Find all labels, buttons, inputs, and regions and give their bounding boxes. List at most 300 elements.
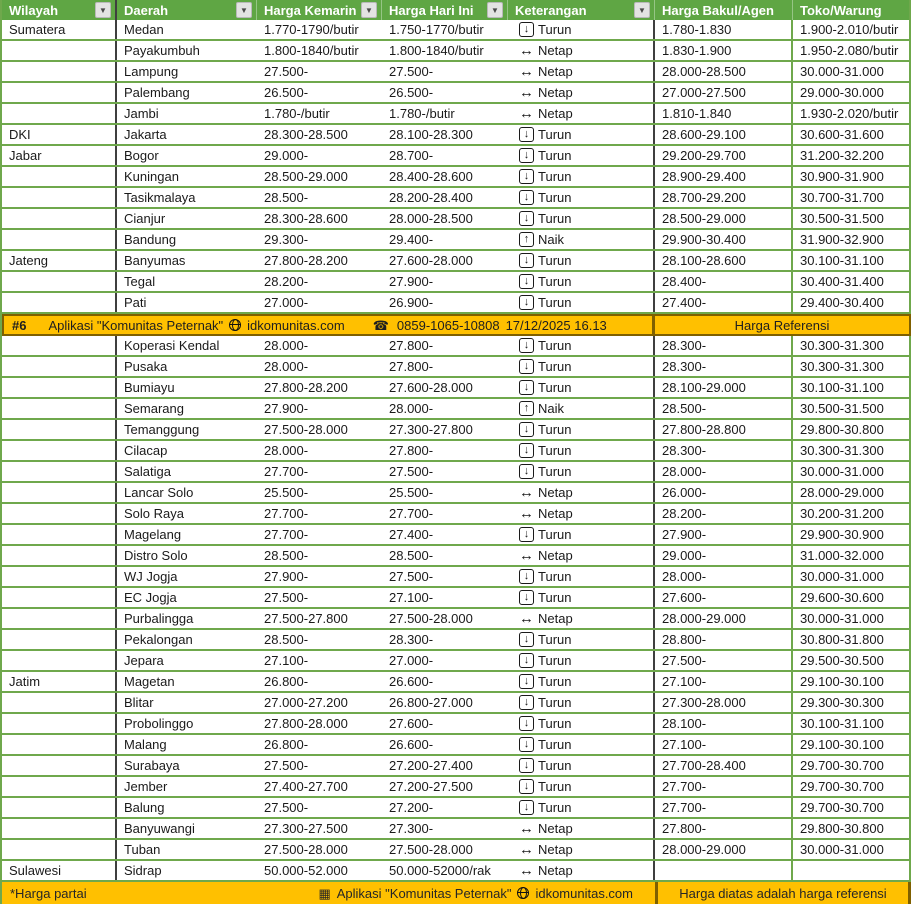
filter-dropdown-icon[interactable]: ▼ [634,2,650,18]
cell-wilayah[interactable] [2,735,117,754]
cell-keterangan[interactable] [508,188,655,207]
cell-harga-hari-ini[interactable]: 26.600- [389,674,434,689]
cell-keterangan[interactable] [508,546,655,565]
cell-harga-kemarin[interactable]: 27.300-27.500 [264,821,348,836]
cell-harga-bakul-agen[interactable]: 28.100-29.000 [655,378,793,397]
cell-toko-warung[interactable]: 31.000-32.000 [793,546,911,565]
cell-harga-hari-ini[interactable]: 27.800- [389,443,434,458]
cell-harga-kemarin[interactable]: 28.500- [264,548,309,563]
cell-wilayah[interactable] [2,167,117,186]
cell-harga-kemarin[interactable]: 27.500- [264,64,309,79]
cell-toko-warung[interactable]: 31.200-32.200 [793,146,911,165]
cell-harga-bakul-agen[interactable]: 28.000- [655,567,793,586]
cell-wilayah[interactable] [2,840,117,859]
cell-toko-warung[interactable] [793,861,911,880]
cell-harga-hari-ini[interactable]: 27.700- [389,506,434,521]
cell-daerah[interactable]: Jember [124,779,168,794]
cell-harga-hari-ini[interactable]: 25.500- [389,485,434,500]
cell-harga-kemarin[interactable]: 27.700- [264,506,309,521]
cell-daerah[interactable]: Surabaya [124,758,180,773]
table-row [2,125,911,146]
table-row [2,861,911,882]
cell-wilayah[interactable] [2,651,117,670]
cell-keterangan[interactable] [508,609,655,628]
cell-harga-kemarin[interactable]: 29.000- [264,148,309,163]
cell-harga-kemarin[interactable]: 27.500-28.000 [264,842,348,857]
cell-harga-kemarin[interactable]: 28.300-28.500 [264,127,348,142]
cell-wilayah[interactable] [2,777,117,796]
cell-toko-warung[interactable]: 30.700-31.700 [793,188,911,207]
cell-keterangan[interactable] [508,441,655,460]
cell-daerah[interactable]: Pekalongan [124,632,193,647]
cell-harga-hari-ini[interactable]: 27.300-27.800 [389,422,473,437]
cell-harga-bakul-agen[interactable]: 27.500- [655,651,793,670]
filter-dropdown-icon[interactable]: ▼ [236,2,252,18]
cell-keterangan[interactable] [508,20,655,39]
cell-harga-bakul-agen[interactable]: 27.400- [655,293,793,312]
cell-toko-warung[interactable]: 30.900-31.900 [793,167,911,186]
cell-harga-kemarin[interactable]: 27.500- [264,758,309,773]
cell-keterangan[interactable] [508,209,655,228]
cell-harga-kemarin[interactable]: 27.700- [264,464,309,479]
cell-harga-hari-ini[interactable]: 1.780-/butir [389,106,455,121]
cell-daerah[interactable]: Jambi [124,106,159,121]
cell-harga-kemarin[interactable]: 27.500-27.800 [264,611,348,626]
cell-wilayah[interactable]: Jatim [2,672,117,691]
cell-toko-warung[interactable]: 30.000-31.000 [793,62,911,81]
cell-daerah[interactable]: Banyuwangi [124,821,195,836]
cell-harga-bakul-agen[interactable]: 28.900-29.400 [655,167,793,186]
cell-daerah[interactable]: Cianjur [124,211,166,226]
cell-keterangan[interactable] [508,420,655,439]
cell-harga-kemarin[interactable]: 28.500- [264,632,309,647]
cell-toko-warung[interactable]: 30.300-31.300 [793,357,911,376]
cell-daerah[interactable]: Banyumas [124,253,186,268]
cell-harga-kemarin[interactable]: 27.000- [264,295,309,310]
cell-keterangan[interactable] [508,272,655,291]
cell-keterangan[interactable] [508,777,655,796]
cell-harga-kemarin[interactable]: 27.500- [264,800,309,815]
cell-wilayah[interactable] [2,83,117,102]
cell-keterangan[interactable] [508,62,655,81]
cell-daerah[interactable]: Jepara [124,653,164,668]
down-arrow-icon: ↓ [519,295,534,310]
cell-harga-kemarin[interactable]: 27.900- [264,401,309,416]
cell-harga-bakul-agen[interactable]: 1.830-1.900 [655,41,793,60]
cell-harga-bakul-agen[interactable]: 27.000-27.500 [655,83,793,102]
table-row [2,546,911,567]
cell-harga-hari-ini[interactable]: 27.200-27.500 [389,779,473,794]
cell-keterangan[interactable] [508,630,655,649]
cell-harga-bakul-agen[interactable]: 28.300- [655,357,793,376]
cell-harga-bakul-agen[interactable]: 28.700-29.200 [655,188,793,207]
cell-keterangan[interactable] [508,378,655,397]
cell-harga-kemarin[interactable]: 28.000- [264,338,309,353]
cell-harga-bakul-agen[interactable]: 27.700- [655,798,793,817]
cell-harga-hari-ini[interactable]: 27.000- [389,653,434,668]
flat-arrow-icon: ↔ [519,820,534,837]
cell-daerah[interactable]: Cilacap [124,443,168,458]
cell-daerah[interactable]: Purbalingga [124,611,194,626]
cell-harga-hari-ini[interactable]: 27.500-28.000 [389,842,473,857]
cell-toko-warung[interactable]: 1.950-2.080/butir [793,41,911,60]
cell-wilayah[interactable] [2,441,117,460]
cell-toko-warung[interactable]: 31.900-32.900 [793,230,911,249]
cell-toko-warung[interactable]: 1.930-2.020/butir [793,104,911,123]
cell-harga-bakul-agen[interactable]: 28.400- [655,272,793,291]
cell-toko-warung[interactable]: 29.700-30.700 [793,798,911,817]
cell-harga-bakul-agen[interactable]: 27.700- [655,777,793,796]
cell-harga-bakul-agen[interactable]: 28.100-28.600 [655,251,793,270]
cell-wilayah[interactable] [2,567,117,586]
cell-harga-bakul-agen[interactable] [655,861,793,880]
cell-harga-bakul-agen[interactable]: 28.000-29.000 [655,609,793,628]
cell-harga-kemarin[interactable]: 28.500-29.000 [264,169,348,184]
cell-daerah[interactable]: Probolinggo [124,716,194,731]
cell-harga-kemarin[interactable]: 27.800-28.200 [264,253,348,268]
cell-harga-bakul-agen[interactable]: 28.300- [655,441,793,460]
cell-harga-bakul-agen[interactable]: 28.000-29.000 [655,840,793,859]
cell-harga-hari-ini[interactable]: 27.800- [389,359,434,374]
up-arrow-icon: ↑ [519,401,534,416]
cell-keterangan[interactable] [508,714,655,733]
cell-keterangan[interactable] [508,693,655,712]
cell-keterangan[interactable] [508,756,655,775]
cell-toko-warung[interactable]: 1.900-2.010/butir [793,20,911,39]
cell-harga-kemarin[interactable]: 27.000-27.200 [264,695,348,710]
cell-harga-kemarin[interactable]: 28.000- [264,359,309,374]
cell-harga-kemarin[interactable]: 28.200- [264,274,309,289]
cell-harga-kemarin[interactable]: 1.780-/butir [264,106,330,121]
cell-wilayah[interactable]: Sumatera [2,20,117,39]
cell-harga-hari-ini[interactable]: 28.200-28.400 [389,190,473,205]
cell-harga-bakul-agen[interactable]: 27.800- [655,819,793,838]
cell-harga-bakul-agen[interactable]: 26.000- [655,483,793,502]
cell-toko-warung[interactable]: 29.600-30.600 [793,588,911,607]
cell-wilayah[interactable]: Jabar [2,146,117,165]
cell-toko-warung[interactable]: 30.000-31.000 [793,609,911,628]
cell-wilayah[interactable] [2,630,117,649]
cell-daerah[interactable]: Salatiga [124,464,171,479]
cell-wilayah[interactable] [2,209,117,228]
cell-harga-bakul-agen[interactable]: 1.780-1.830 [655,20,793,39]
cell-wilayah[interactable] [2,588,117,607]
cell-keterangan[interactable] [508,798,655,817]
cell-keterangan[interactable] [508,146,655,165]
cell-harga-hari-ini[interactable]: 27.100- [389,590,434,605]
cell-harga-hari-ini[interactable]: 27.600- [389,716,434,731]
cell-harga-bakul-agen[interactable]: 28.300- [655,336,793,355]
cell-harga-hari-ini[interactable]: 27.500- [389,569,434,584]
cell-toko-warung[interactable]: 29.800-30.800 [793,819,911,838]
cell-toko-warung[interactable]: 29.000-30.000 [793,83,911,102]
cell-harga-kemarin[interactable]: 27.100- [264,653,309,668]
banner-info [2,314,655,336]
cell-harga-hari-ini[interactable]: 27.300- [389,821,434,836]
cell-wilayah[interactable] [2,798,117,817]
cell-wilayah[interactable] [2,609,117,628]
cell-keterangan[interactable] [508,483,655,502]
cell-keterangan[interactable] [508,336,655,355]
cell-daerah[interactable]: Semarang [124,401,184,416]
cell-harga-bakul-agen[interactable]: 28.500-29.000 [655,209,793,228]
cell-harga-bakul-agen[interactable]: 27.600- [655,588,793,607]
cell-harga-bakul-agen[interactable]: 27.700-28.400 [655,756,793,775]
cell-keterangan[interactable] [508,651,655,670]
banner-right-label: Harga Referensi [734,317,830,333]
cell-harga-kemarin[interactable]: 27.500- [264,590,309,605]
cell-harga-hari-ini[interactable]: 28.500- [389,548,434,563]
cell-keterangan[interactable] [508,567,655,586]
cell-daerah[interactable]: Solo Raya [124,506,184,521]
cell-harga-hari-ini[interactable]: 27.200-27.400 [389,758,473,773]
cell-wilayah[interactable] [2,462,117,481]
cell-harga-kemarin[interactable]: 26.800- [264,737,309,752]
cell-daerah[interactable]: Distro Solo [124,548,188,563]
cell-keterangan[interactable] [508,861,655,880]
cell-keterangan[interactable] [508,504,655,523]
cell-harga-hari-ini[interactable]: 28.000- [389,401,434,416]
cell-keterangan[interactable] [508,840,655,859]
cell-harga-hari-ini[interactable]: 1.800-1840/butir [389,43,484,58]
cell-daerah[interactable]: EC Jogja [124,590,177,605]
cell-daerah[interactable]: Medan [124,22,164,37]
cell-harga-kemarin[interactable]: 28.300-28.600 [264,211,348,226]
cell-harga-hari-ini[interactable]: 26.900- [389,295,434,310]
cell-daerah[interactable]: Balung [124,800,165,815]
cell-keterangan[interactable] [508,357,655,376]
cell-daerah[interactable]: WJ Jogja [124,569,178,584]
down-arrow-icon: ↓ [519,22,534,37]
cell-keterangan[interactable] [508,104,655,123]
cell-wilayah[interactable] [2,62,117,81]
cell-wilayah[interactable]: Jateng [2,251,117,270]
footer-website-link[interactable]: idkomunitas.com [535,885,633,901]
cell-harga-hari-ini[interactable]: 28.400-28.600 [389,169,473,184]
cell-harga-kemarin[interactable]: 26.500- [264,85,309,100]
cell-harga-bakul-agen[interactable]: 28.000-28.500 [655,62,793,81]
cell-harga-hari-ini[interactable]: 27.900- [389,274,434,289]
cell-toko-warung[interactable]: 29.700-30.700 [793,777,911,796]
cell-keterangan[interactable] [508,125,655,144]
cell-harga-bakul-agen[interactable]: 29.900-30.400 [655,230,793,249]
cell-harga-hari-ini[interactable]: 27.500- [389,64,434,79]
cell-wilayah[interactable]: DKI [2,125,117,144]
cell-daerah[interactable]: Pati [124,295,147,310]
cell-keterangan[interactable] [508,735,655,754]
cell-daerah[interactable]: Lancar Solo [124,485,194,500]
cell-harga-hari-ini[interactable]: 26.500- [389,85,434,100]
cell-wilayah[interactable] [2,41,117,60]
filter-dropdown-icon[interactable]: ▼ [361,2,377,18]
cell-keterangan[interactable] [508,399,655,418]
cell-harga-bakul-agen[interactable]: 28.000- [655,462,793,481]
cell-wilayah[interactable] [2,546,117,565]
cell-daerah[interactable]: Bumiayu [124,380,175,395]
cell-daerah[interactable]: Bandung [124,232,177,247]
cell-toko-warung[interactable]: 30.100-31.100 [793,251,911,270]
cell-keterangan[interactable] [508,293,655,312]
cell-toko-warung[interactable]: 30.000-31.000 [793,840,911,859]
cell-keterangan[interactable] [508,251,655,270]
cell-daerah[interactable]: Magelang [124,527,182,542]
cell-toko-warung[interactable]: 29.900-30.900 [793,525,911,544]
cell-toko-warung[interactable]: 29.700-30.700 [793,756,911,775]
cell-harga-kemarin[interactable]: 50.000-52.000 [264,863,348,878]
cell-harga-hari-ini[interactable]: 1.750-1770/butir [389,22,484,37]
cell-daerah[interactable]: Payakumbuh [124,43,200,58]
cell-harga-bakul-agen[interactable]: 27.800-28.800 [655,420,793,439]
cell-toko-warung[interactable]: 29.100-30.100 [793,735,911,754]
filter-dropdown-icon[interactable]: ▼ [95,2,111,18]
cell-wilayah[interactable] [2,357,117,376]
down-arrow-icon: ↓ [519,338,534,353]
cell-harga-bakul-agen[interactable]: 27.300-28.000 [655,693,793,712]
cell-toko-warung[interactable]: 30.000-31.000 [793,567,911,586]
cell-toko-warung[interactable]: 29.300-30.300 [793,693,911,712]
cell-harga-kemarin[interactable]: 27.900- [264,569,309,584]
cell-toko-warung[interactable]: 29.400-30.400 [793,293,911,312]
cell-wilayah[interactable] [2,756,117,775]
cell-wilayah[interactable] [2,293,117,312]
cell-toko-warung[interactable]: 30.100-31.100 [793,714,911,733]
cell-harga-bakul-agen[interactable]: 28.800- [655,630,793,649]
cell-harga-hari-ini[interactable]: 26.600- [389,737,434,752]
cell-wilayah[interactable] [2,104,117,123]
cell-toko-warung[interactable]: 29.500-30.500 [793,651,911,670]
cell-keterangan[interactable] [508,83,655,102]
cell-harga-hari-ini[interactable]: 27.500- [389,464,434,479]
cell-harga-hari-ini[interactable]: 27.600-28.000 [389,253,473,268]
cell-wilayah[interactable] [2,420,117,439]
cell-keterangan[interactable] [508,462,655,481]
cell-harga-hari-ini[interactable]: 27.500-28.000 [389,611,473,626]
cell-wilayah[interactable] [2,336,117,355]
cell-toko-warung[interactable]: 30.400-31.400 [793,272,911,291]
cell-daerah[interactable]: Kuningan [124,169,179,184]
cell-harga-kemarin[interactable]: 27.500-28.000 [264,422,348,437]
cell-harga-hari-ini[interactable]: 28.300- [389,632,434,647]
cell-harga-kemarin[interactable]: 28.500- [264,190,309,205]
cell-harga-kemarin[interactable]: 1.770-1790/butir [264,22,359,37]
cell-harga-kemarin[interactable]: 1.800-1840/butir [264,43,359,58]
cell-keterangan[interactable] [508,588,655,607]
cell-harga-kemarin[interactable]: 25.500- [264,485,309,500]
cell-wilayah[interactable] [2,272,117,291]
cell-harga-bakul-agen[interactable]: 28.100- [655,714,793,733]
cell-harga-hari-ini[interactable]: 28.100-28.300 [389,127,473,142]
cell-daerah[interactable]: Bogor [124,148,159,163]
filter-dropdown-icon[interactable]: ▼ [487,2,503,18]
cell-harga-hari-ini[interactable]: 26.800-27.000 [389,695,473,710]
cell-toko-warung[interactable]: 30.600-31.600 [793,125,911,144]
cell-harga-hari-ini[interactable]: 27.800- [389,338,434,353]
cell-daerah[interactable]: Magetan [124,674,175,689]
cell-harga-hari-ini[interactable]: 27.200- [389,800,434,815]
cell-harga-bakul-agen[interactable]: 27.100- [655,672,793,691]
up-arrow-icon: ↑ [519,232,534,247]
cell-toko-warung[interactable]: 30.000-31.000 [793,462,911,481]
down-arrow-icon: ↓ [519,779,534,794]
cell-toko-warung[interactable]: 30.300-31.300 [793,441,911,460]
cell-daerah[interactable]: Tegal [124,274,156,289]
cell-keterangan[interactable] [508,525,655,544]
cell-harga-bakul-agen[interactable]: 1.810-1.840 [655,104,793,123]
cell-wilayah[interactable] [2,819,117,838]
cell-harga-bakul-agen[interactable]: 28.500- [655,399,793,418]
cell-toko-warung[interactable]: 30.500-31.500 [793,209,911,228]
cell-harga-hari-ini[interactable]: 29.400- [389,232,434,247]
cell-harga-hari-ini[interactable]: 28.000-28.500 [389,211,473,226]
cell-harga-bakul-agen[interactable]: 29.200-29.700 [655,146,793,165]
cell-daerah[interactable]: Jakarta [124,127,167,142]
cell-keterangan[interactable] [508,167,655,186]
cell-daerah[interactable]: Sidrap [124,863,162,878]
cell-wilayah[interactable] [2,693,117,712]
cell-harga-hari-ini[interactable]: 28.700- [389,148,434,163]
cell-wilayah[interactable]: Sulawesi [2,861,117,880]
cell-toko-warung[interactable]: 30.200-31.200 [793,504,911,523]
cell-daerah[interactable]: Tasikmalaya [124,190,196,205]
cell-wilayah[interactable] [2,378,117,397]
cell-daerah[interactable]: Blitar [124,695,154,710]
cell-daerah[interactable]: Tuban [124,842,161,857]
cell-harga-hari-ini[interactable]: 27.400- [389,527,434,542]
cell-harga-kemarin[interactable]: 27.400-27.700 [264,779,348,794]
cell-toko-warung[interactable]: 30.300-31.300 [793,336,911,355]
cell-daerah[interactable]: Palembang [124,85,190,100]
cell-keterangan[interactable] [508,672,655,691]
cell-keterangan[interactable] [508,230,655,249]
cell-daerah[interactable]: Temanggung [124,422,200,437]
cell-harga-kemarin[interactable]: 29.300- [264,232,309,247]
cell-wilayah[interactable] [2,399,117,418]
cell-harga-kemarin[interactable]: 28.000- [264,443,309,458]
banner-website-link[interactable]: idkomunitas.com [247,317,345,333]
cell-daerah[interactable]: Koperasi Kendal [124,338,220,353]
cell-wilayah[interactable] [2,483,117,502]
cell-wilayah[interactable] [2,504,117,523]
cell-wilayah[interactable] [2,188,117,207]
cell-keterangan[interactable] [508,819,655,838]
cell-daerah[interactable]: Pusaka [124,359,168,374]
cell-toko-warung[interactable]: 29.800-30.800 [793,420,911,439]
cell-toko-warung[interactable]: 29.100-30.100 [793,672,911,691]
cell-harga-bakul-agen[interactable]: 27.100- [655,735,793,754]
cell-daerah[interactable]: Malang [124,737,167,752]
cell-harga-bakul-agen[interactable]: 28.200- [655,504,793,523]
cell-toko-warung[interactable]: 30.500-31.500 [793,399,911,418]
cell-harga-bakul-agen[interactable]: 27.900- [655,525,793,544]
cell-harga-kemarin[interactable]: 26.800- [264,674,309,689]
cell-wilayah[interactable] [2,525,117,544]
cell-harga-bakul-agen[interactable]: 28.600-29.100 [655,125,793,144]
cell-toko-warung[interactable]: 30.100-31.100 [793,378,911,397]
cell-harga-kemarin[interactable]: 27.800-28.000 [264,716,348,731]
cell-wilayah[interactable] [2,230,117,249]
cell-toko-warung[interactable]: 28.000-29.000 [793,483,911,502]
table-row [2,251,911,272]
cell-toko-warung[interactable]: 30.800-31.800 [793,630,911,649]
cell-daerah[interactable]: Lampung [124,64,179,79]
cell-harga-hari-ini[interactable]: 27.600-28.000 [389,380,473,395]
cell-wilayah[interactable] [2,714,117,733]
cell-harga-kemarin[interactable]: 27.800-28.200 [264,380,348,395]
cell-keterangan[interactable] [508,41,655,60]
cell-harga-kemarin[interactable]: 27.700- [264,527,309,542]
cell-harga-bakul-agen[interactable]: 29.000- [655,546,793,565]
cell-harga-hari-ini[interactable]: 50.000-52000/rak [389,863,491,878]
